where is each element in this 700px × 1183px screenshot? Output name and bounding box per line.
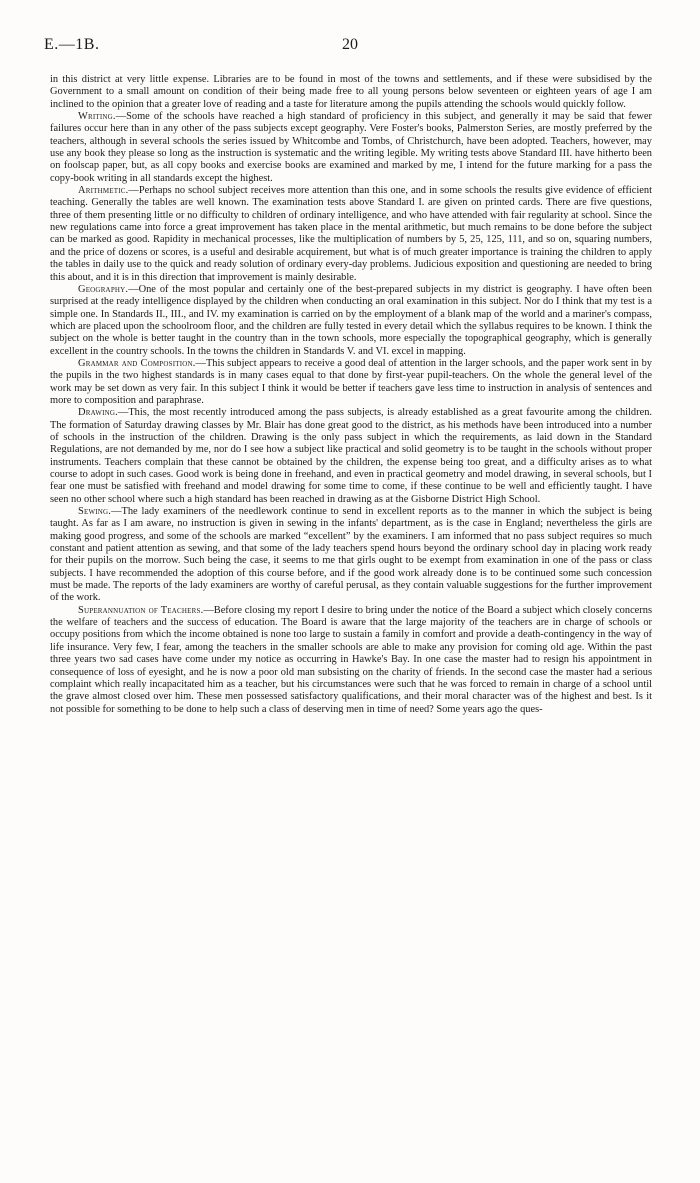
- section-arithmetic: [50, 185, 652, 284]
- section-heading: Sewing.: [78, 506, 112, 518]
- section-heading: Writing.: [78, 111, 116, 123]
- series-code: E.—1B.: [44, 36, 100, 53]
- section-heading: Grammar and Composition.: [78, 357, 196, 369]
- section-drawing: [50, 407, 652, 506]
- body-text: [50, 74, 652, 716]
- section-sewing: [50, 506, 652, 605]
- section-heading: Drawing.: [78, 407, 118, 419]
- paragraph-text: —The lady examiners of the needlework continue to send in excellent reports as to the manner in which the subject is being taught. As far as I am aware, no instruction is given in sewing in the infants' department, as is the case in England; nevertheless the girls are making good progress, and some of the schools are marked “excellent” by the examiners. I am informed that no pass subject requires so much constant and patient attention as sewing, and that some of the lady teachers spend hours beyond the ordinary school day in placing work ready for their pupils on the morrow. Such being the case, it seems to me that girls ought to be exempt from examination in one of the pass or class subjects. I have recommended the adoption of this course before, and if the good work already done is to be continued some such concession must be made. The reports of the lady examiners are worthy of careful perusal, as they contain valuable suggestions for the further improvement of the work.: [50, 506, 652, 604]
- section-heading: Superannuation of Teachers.: [78, 604, 204, 616]
- section-grammar-composition: [50, 358, 652, 407]
- paragraph-text: —One of the most popular and certainly one of the best-prepared subjects in my district is geography. I have often been surprised at the ready intelligence displayed by the children when conducting an oral examination in this subject. Nor do I think that my test is a simple one. In Standards II., III., and IV. my examination is carried on by the employment of a blank map of the world and a mariner's compass, which are placed upon the schoolroom floor, and the children are fully tested in every detail which the syllabus requires to be known. I think the subject on the whole is better taught in the country than in the town schools, more especially the topographical geography, which is generally excellent in the country schools. In the towns the children in Standards V. and VI. excel in mapping.: [50, 283, 652, 357]
- paragraph-text: —This subject appears to receive a good deal of attention in the larger schools, and the paper work sent in by the pupils in the two highest standards is in many cases equal to that done by first-year pupil-teachers. On the whole the general level of the work may be set down as very fair. In this subject I think it would be better if teachers gave less time to instruction in analysis of sentences and more to composition and paraphrase.: [50, 357, 652, 406]
- paragraph-libraries: [50, 74, 652, 111]
- page-header: [44, 36, 656, 62]
- paragraph-text: —Some of the schools have reached a high standard of proficiency in this subject, and generally it may be said that fewer failures occur here than in any other of the pass subjects except geography. Vere Foster's books, Palmerston Series, are mostly preferred by the teachers, although in several schools the series issued by Whitcombe and Tombs, of Christchurch, have been adopted. Teachers, however, may use any book they please so long as the instruction is systematic and the writing legible. My writing tests above Standard III. have hitherto been on foolscap paper, but, as all copy books and exercise books are examined and marked by me, I intend for the future marking for a pass the copy-book writing in all standards except the highest.: [50, 111, 652, 184]
- section-heading: Geography.: [78, 283, 129, 295]
- section-heading: Arithmetic.: [78, 185, 129, 197]
- paragraph-text: —Before closing my report I desire to bring under the notice of the Board a subject which closely concerns the welfare of teachers and the success of education. The Board is aware that the large majority of the teachers are in charge of schools or occupy positions from which the income obtained is none too large to sustain a family in comfort and provide a death-contingency in the way of life insurance. Very few, I fear, among the teachers in the smaller schools are able to make any provision for coming old age. Within the past three years two sad cases have come under my notice as occurring in Hawke's Bay. In one case the master had to resign his appointment in consequence of loss of eyesight, and he is now a poor old man subsisting on the charity of friends. In the second case the master had a serious complaint which really incapacitated him as a teacher, but his circumstances were such that he was forced to remain in charge of a school until the grave almost closed over him. These men possessed satisfactory qualifications, and their moral character was of the highest and best. Is it not possible for something to be done to help such a class of deserving men in time of need? Some years ago the ques-: [50, 604, 652, 715]
- section-geography: [50, 284, 652, 358]
- paragraph-text: in this district at very little expense. Libraries are to be found in most of the towns and settlements, and if these were subsidised by the Government to a small amount on condition of their being made free to all young persons below seventeen or eighteen years of age I am inclined to the opinion that a greater love of reading and a taste for literature among the pupils attending the schools would quickly follow.: [50, 74, 652, 110]
- paragraph-text: —This, the most recently introduced among the pass subjects, is already established as a great favourite among the children. The formation of Saturday drawing classes by Mr. Blair has done great good to the district, as his methods have been introduced into a number of schools in the instruction of the children. Drawing is the only pass subject in which the requirements, as laid down in the Standard Regulations, are not demanded by me, nor do I see how a subject like practical and solid geometry is to be taught in the schools without proper instruments. Teachers complain that these cannot be obtained by the children, the expense being too great, and a difficulty arises as to what course to adopt in such cases. Good work is being done in freehand, and even in practical geometry and model drawing, in several schools, but I fear one must be satisfied with freehand and model drawing for some time to come, if these continue to be well and efficiently taught. I have seen no other school where such a high standard has been reached in drawing as at the Gisborne District High School.: [50, 407, 652, 505]
- paragraph-text: —Perhaps no school subject receives more attention than this one, and in some schools the results give evidence of efficient teaching. Generally the tables are well known. The examination tests above Standard I. are given on printed cards. There are five questions, three of them presenting little or no difficulty to children of ordinary intelligence, and who have attended with fair regularity at school. Since the new regulations came into force a great improvement has taken place in the mental arithmetic, but much remains to be done before the subject can be marked as good. Rapidity in mechanical processes, like the multiplication of numbers by 5, 25, 125, 111, and so on, squaring numbers, and the price of dozens or scores, is a useful and desirable acquirement, but what is of much greater importance is training the children to apply the tables in daily use to the quick and ready solution of ordinary every-day problems. Judicious exposition and questioning are needed to bring this about, and it is in this direction that improvement is mainly desirable.: [50, 185, 652, 283]
- page-number: 20: [342, 36, 358, 53]
- section-writing: [50, 111, 652, 185]
- section-superannuation: [50, 605, 652, 716]
